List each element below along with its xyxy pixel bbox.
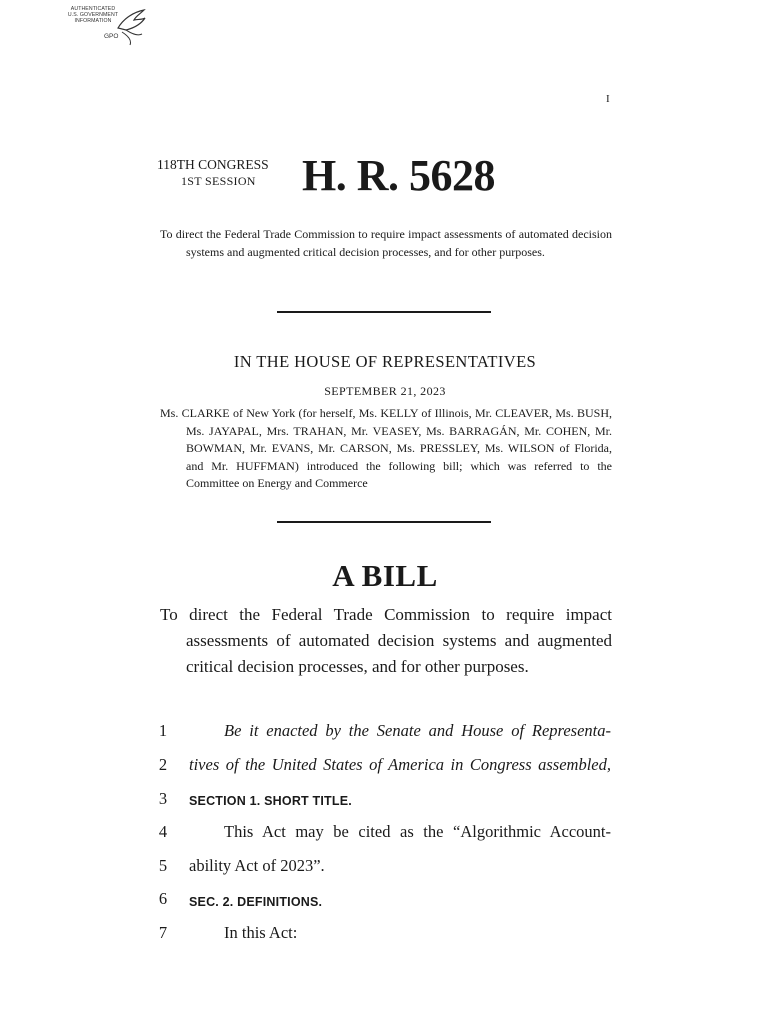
- seal-text-line: AUTHENTICATED: [70, 6, 116, 12]
- enacting-clause-line: Be it enacted by the Senate and House of Representa-: [224, 721, 611, 740]
- bill-number: H. R. 5628: [302, 151, 495, 200]
- congress-label: 118TH CONGRESS: [157, 157, 269, 172]
- introduction-date: SEPTEMBER 21, 2023: [324, 384, 446, 398]
- body-text-line: ability Act of 2023”.: [189, 856, 325, 875]
- bill-title: A BILL: [332, 558, 438, 593]
- divider: [277, 521, 491, 523]
- gpo-authentication-seal: [60, 6, 150, 48]
- line-number: 2: [158, 755, 168, 774]
- short-purpose-text: To direct the Federal Trade Commission to require impact assessments of automated decision systems and augmented critical decision processes, and for other purposes.: [160, 227, 612, 259]
- section-heading: SEC. 2. DEFINITIONS.: [189, 895, 323, 909]
- section-heading: SECTION 1. SHORT TITLE.: [189, 794, 352, 808]
- divider: [277, 311, 491, 313]
- line-number: 6: [158, 889, 168, 908]
- enacting-clause-line: tives of the United States of America in Congress assembled,: [189, 755, 611, 774]
- seal-text-line: INFORMATION: [74, 18, 112, 24]
- body-text-line: This Act may be cited as the “Algorithmic Account-: [224, 822, 611, 841]
- chamber-heading: IN THE HOUSE OF REPRESENTATIVES: [233, 352, 537, 371]
- seal-gpo-label: GPO: [104, 33, 119, 40]
- line-number: 1: [158, 721, 168, 740]
- congress-session-block: [157, 157, 269, 189]
- line-number: 7: [158, 923, 168, 942]
- seal-text-line: U.S. GOVERNMENT: [67, 12, 119, 18]
- session-label: 1ST SESSION: [181, 174, 256, 188]
- line-number: 3: [158, 789, 168, 808]
- line-number: 5: [158, 856, 168, 875]
- sponsors-text: Ms. CLARKE of New York (for herself, Ms. KELLY of Illinois, Mr. CLEAVER, Ms. BUSH, Ms. JAYAPAL, Mrs. TRAHAN, Mr. VEASEY, Ms. BARRAGÁN, Mr. COHEN, Mr. BOWMAN, Mr. EVANS, Mr. CARSON, Ms. PRESSLEY, Ms. WILSON of Florida, and Mr. HUFFMAN) introduced the following bill; which was referred to the Committee on Energy and Commerce: [160, 406, 612, 490]
- body-text-line: In this Act:: [224, 923, 298, 942]
- eagle-icon: [114, 6, 148, 46]
- page-number: I: [606, 93, 610, 105]
- line-number: 4: [158, 822, 168, 841]
- long-purpose-text: To direct the Federal Trade Commission to require impact assessments of automated decision systems and augmented critical decision processes, and for other purposes.: [160, 605, 612, 676]
